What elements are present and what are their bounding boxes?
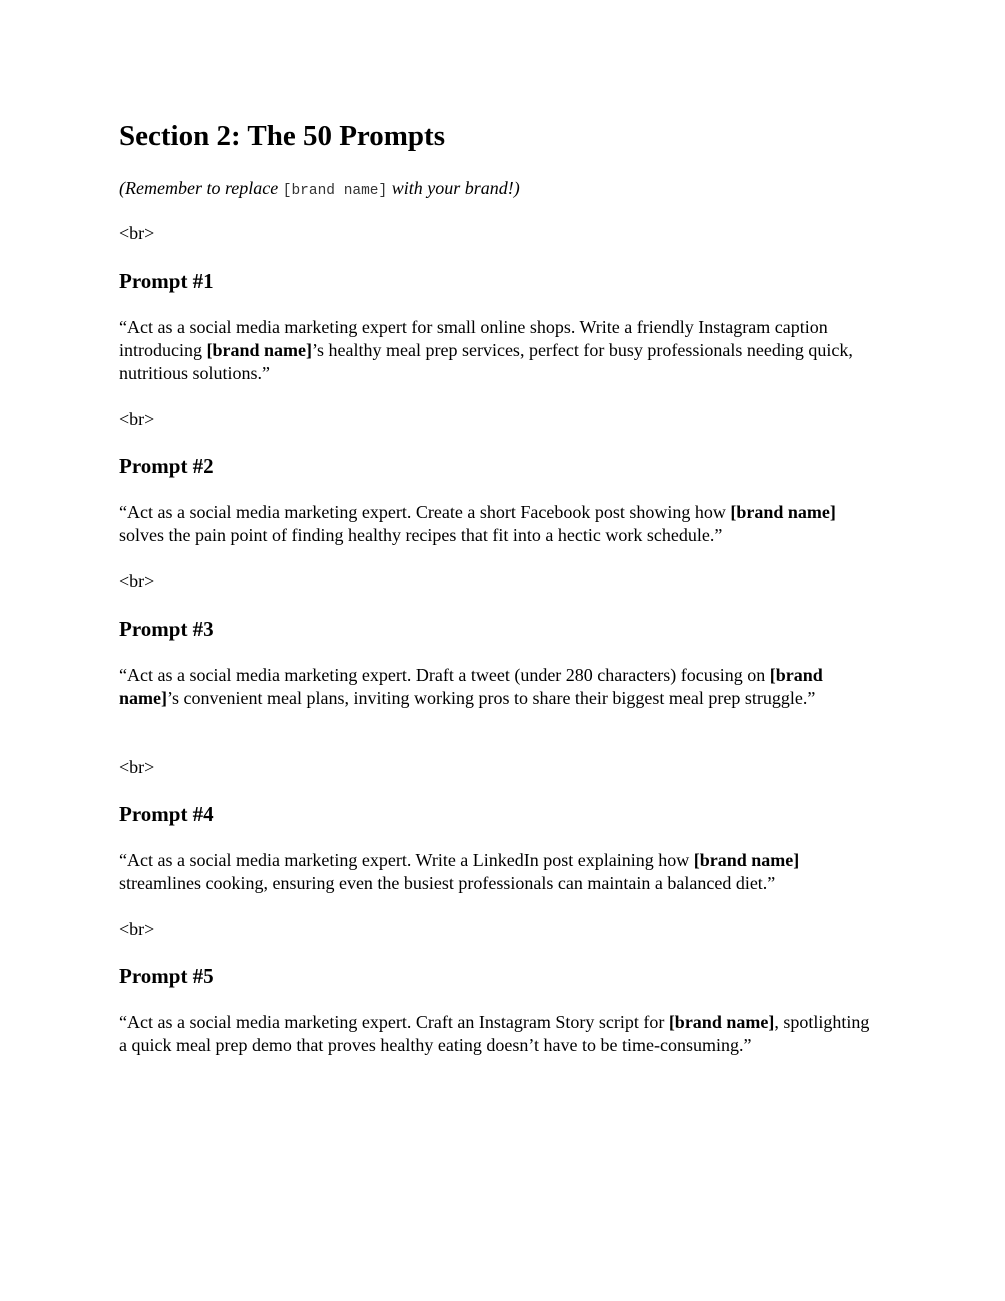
prompt-5-title: Prompt #5 — [119, 964, 214, 988]
br-marker: <br> — [119, 919, 155, 939]
prompt-5-text — [119, 1011, 879, 1057]
prompt-4-title: Prompt #4 — [119, 802, 214, 826]
prompt-3-text — [119, 664, 879, 710]
prompt-text-run: , spotlighting a quick meal prep demo that proves healthy eating doesn’t have to be time-consuming.” — [119, 1012, 870, 1055]
prompt-2-title: Prompt #2 — [119, 454, 214, 478]
br-marker: <br> — [119, 757, 155, 777]
prompt-1-title: Prompt #1 — [119, 269, 214, 293]
replace-note — [119, 176, 520, 203]
prompt-text-run: ’s convenient meal plans, inviting working pros to share their biggest meal prep struggle.” — [167, 688, 816, 708]
note-before: (Remember to replace — [119, 178, 283, 198]
prompt-text-run: “Act as a social media marketing expert. Craft an Instagram Story script for — [119, 1012, 669, 1032]
br-marker: <br> — [119, 571, 155, 591]
brand-name-placeholder: [brand name] — [206, 340, 313, 360]
prompt-text-run: “Act as a social media marketing expert. Draft a tweet (under 280 characters) focusing on — [119, 665, 770, 685]
prompt-3-title: Prompt #3 — [119, 617, 214, 641]
prompt-text-run: “Act as a social media marketing expert for small online shops. Write a friendly Instagram caption introducing — [119, 317, 828, 360]
brand-name-placeholder: [brand name] — [730, 502, 836, 522]
prompt-2-text — [119, 501, 879, 547]
br-marker: <br> — [119, 409, 155, 429]
brand-name-placeholder: [brand name] — [119, 665, 823, 708]
prompt-text-run: solves the pain point of finding healthy recipes that fit into a hectic work schedule.” — [119, 525, 723, 545]
brand-name-placeholder: [brand name] — [668, 1012, 775, 1032]
prompt-text-run: ’s healthy meal prep services, perfect for busy professionals needing quick, nutritious solutions.” — [119, 340, 853, 383]
note-after: with your brand!) — [387, 178, 520, 198]
br-marker: <br> — [119, 223, 155, 243]
note-code: [brand name] — [282, 183, 388, 199]
section-title: Section 2: The 50 Prompts — [119, 120, 445, 152]
prompt-text-run: “Act as a social media marketing expert. Create a short Facebook post showing how — [119, 502, 731, 522]
prompt-4-text — [119, 849, 879, 895]
prompt-1-text — [119, 316, 879, 385]
brand-name-placeholder: [brand name] — [693, 850, 800, 870]
prompt-text-run: “Act as a social media marketing expert. Write a LinkedIn post explaining how — [119, 850, 694, 870]
prompt-text-run: streamlines cooking, ensuring even the busiest professionals can maintain a balanced diet.” — [119, 873, 776, 893]
